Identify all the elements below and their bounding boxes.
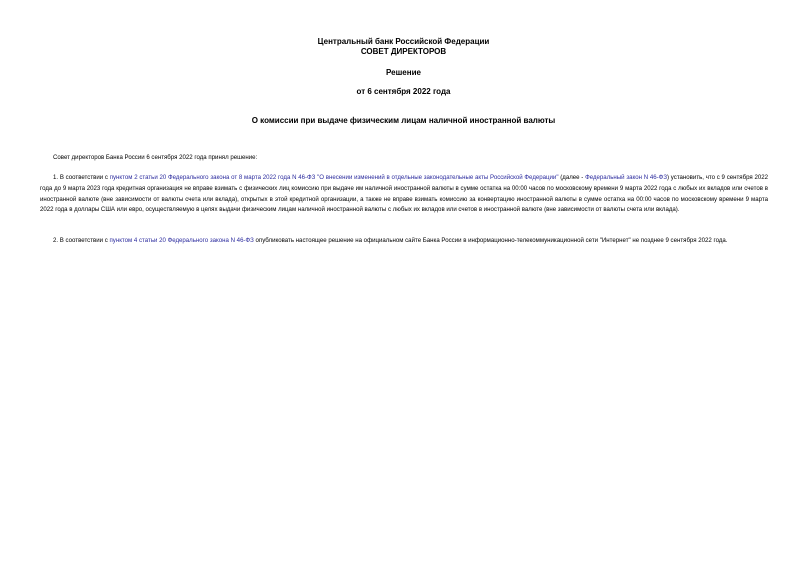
paragraph-2-rest: опубликовать настоящее решение на официальном сайте Банка России в информационно-телекоммуникационной сети "Интернет" не позднее 9 сентября 2022 года. — [253, 237, 728, 244]
document-subject: О комиссии при выдаче физическим лицам наличной иностранной валюты — [251, 116, 556, 125]
law-46fz-link[interactable]: Федеральный закон N 46-ФЗ — [585, 174, 668, 181]
intro-paragraph: Совет директоров Банка России 6 сентября 2022 года принял решение: — [53, 154, 258, 161]
board-name: СОВЕТ ДИРЕКТОРОВ — [360, 47, 447, 56]
paragraph-1-lead: 1. В соответствии с — [53, 174, 110, 181]
document-type: Решение — [386, 68, 421, 77]
law-article-2-link[interactable]: пунктом 2 статьи 20 Федерального закона от 8 марта 2022 года N 46-ФЗ "О внесении изменений в отдельные законодательные акты Российской Федерации" — [109, 174, 559, 181]
paragraph-1-rest: ) установить, что с 9 сентября 2022 года до 9 марта 2023 года кредитная организация не вправе взимать с физических лиц комиссию при выдаче им наличной иностранной валюты в сумме остатка на 00:00 часов по московскому времени 9 марта 2022 года с любых их вкладов или счетов в иностранной валюте (вне зависимости от валюты счета или вклада), открытых в этой кредитной организации, а также не вправе взимать комиссию за конвертацию иностранной валюты в сумме остатка на 00:00 часов по московскому времени 9 марта 2022 года в доллары США или евро, осуществляемую в целях выдачи физическим лицам наличной иностранной валюты с любых их вкладов или счетов в иностранной валюте (вне зависимости от валюты счета или вклада). — [40, 174, 768, 214]
law-article-4-link[interactable]: пунктом 4 статьи 20 Федерального закона N 46-ФЗ — [109, 237, 254, 244]
document-date: от 6 сентября 2022 года — [356, 87, 451, 96]
paragraph-1-middle: (далее - — [558, 174, 586, 181]
organization-name: Центральный банк Российской Федерации — [317, 37, 490, 46]
paragraph-2 — [40, 236, 768, 247]
paragraph-1 — [40, 173, 768, 216]
paragraph-2-lead: 2. В соответствии с — [53, 237, 110, 244]
